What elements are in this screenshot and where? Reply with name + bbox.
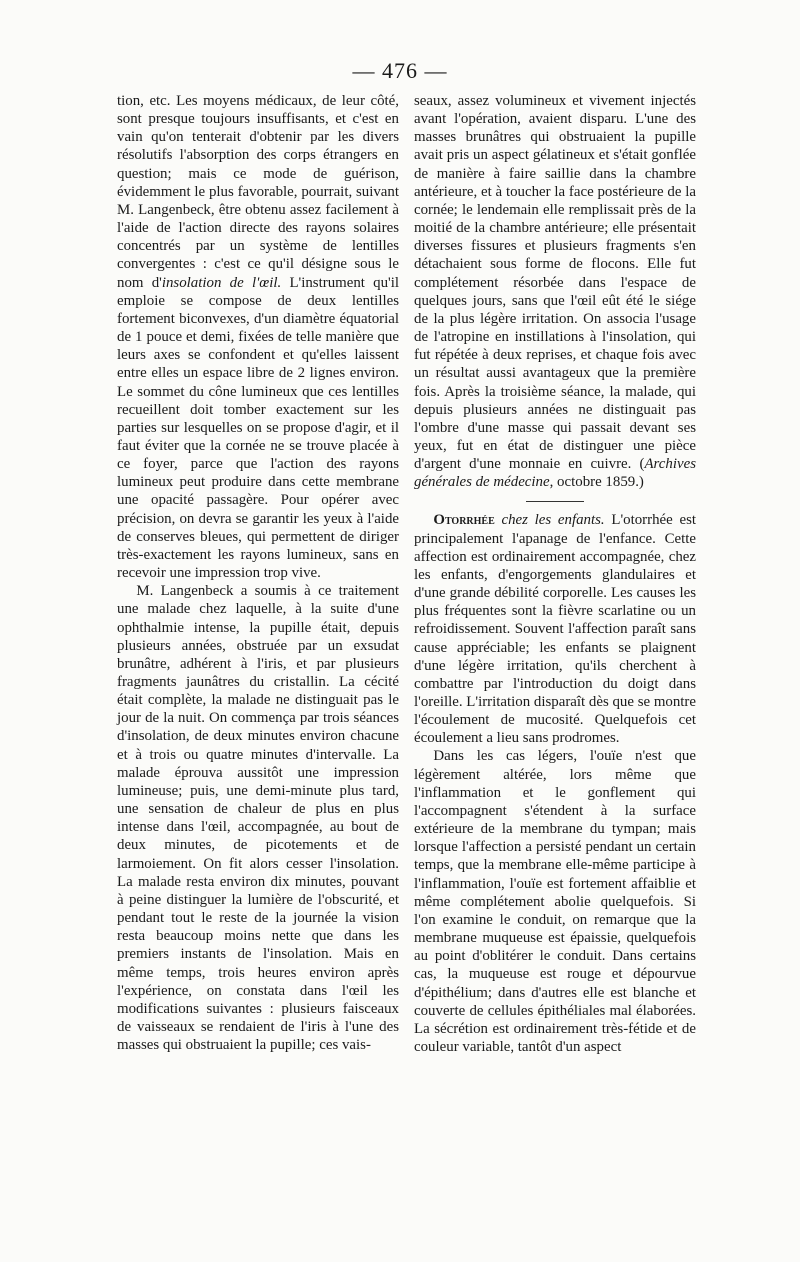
right-p1-text-b: , octobre 1859.) [549,474,644,491]
section-separator [526,501,584,502]
right-p1-text-a: seaux, assez volumineux et vivement injectés avant l'opération, avaient disparu. L'une des masses brunâtres qui obstruaient la pupille avait pris un aspect gélatineux et s'était gonflée de manière à faire saillie dans la chambre antérieure, et à toucher la face postérieure de la cornée; le lendemain elle remplissait près de la moitié de la chambre antérieure; elle présentait diverses fissures et plusieurs fragments s'en détachaient sous forme de flocons. Elle fut complétement résorbée dans l'espace de quelques jours, sans que l'œil eût été le siége de la plus légère irritation. On associa l'usage de l'atropine en instillations à l'insolation, qui fut répétée à deux reprises, et chaque fois avec un résultat aussi avantageux que la première fois. Après la troisième séance, la malade, qui depuis plusieurs années ne distinguait pas l'ombre d'une masse qui passait devant ses yeux, fut en état de distinguer une pièce d'argent d'une monnaie en cuivre. ( [414,93,696,473]
right-paragraph-3: Dans les cas légers, l'ouïe n'est que légèrement altérée, lors même que l'inflammation et le gonflement qui l'accompagnent s'étendent à la surface extérieure de la membrane du tympan; mais lorsque l'affection a persisté pendant un certain temps, que la membrane elle-même participe à l'inflammation, l'ouïe est fortement affaiblie et même complétement abolie quelquefois. Si l'on examine le conduit, on remarque que la membrane muqueuse est épaissie, quelquefois au point d'oblitérer le conduit. Dans certains cas, la muqueuse est rouge et dépourvue d'épithélium; dans d'autres elle est blanche et couverte de cellules épithéliales mal élaborées. La sécrétion est ordinairement très-fétide et de couleur variable, tantôt d'un aspect [414,748,696,1055]
otorrhee-text: L'otorrhée est principalement l'apanage de l'enfance. Cette affection est ordinairement accompagnée, chez les enfants, d'engorgements glandulaires et d'une grande débilité corporelle. Les causes les plus fréquentes sont la fièvre scarlatine ou un refroidissement. Souvent l'affection paraît sans cause appréciable; les enfants se plaignent d'une légère irritation, qu'ils cherchent à combattre par l'introduction du doigt dans l'oreille. L'irritation disparaît dès que se montre l'écoulement de mucosité. Quelquefois cet écoulement a lieu sans prodromes. [414,512,697,747]
right-p1-italic: Archives générales de médecine [414,456,696,491]
otorrhee-paragraph [414,511,696,747]
left-column [117,92,399,1054]
section-heading: Otorrhée [433,512,495,529]
section-heading-italic: chez les enfants. [494,512,605,529]
left-p1-text-b: L'instrument qu'il emploie se compose de deux lentilles fortement biconvexes, d'un diamètre équatorial de 1 pouce et demi, fixées de telle manière que leurs axes se confondent et qu'elles laissent entre elles un espace libre de 2 lignes environ. Le sommet du cône lumineux que ces lentilles recueillent doit tomber exactement sur les parties sur lesquelles on se propose d'agir, et il faut éviter que la cornée ne se trouve placée à ce foyer, parce que l'action des rayons lumineux peut produire dans cette membrane une opacité passagère. Pour opérer avec précision, on devra se garantir les yeux à l'aide de conserves bleues, qui permettent de diriger très-exactement les rayons lumineux, sans en recevoir une impression trop vive. [117,274,399,582]
left-p1-text-a: tion, etc. Les moyens médicaux, de leur côté, sont presque toujours insuffisants, et c'est en vain qu'on tenterait d'obtenir par les divers résolutifs l'absorption des corps étrangers en question; mais ce mode de guérison, évidemment le plus favorable, pourrait, suivant M. Langenbeck, être obtenu assez facilement à l'aide de l'action directe des rayons solaires concentrés par un système de lentilles convergentes : c'est ce qu'il désigne sous le nom d' [117,93,399,291]
right-paragraph-1 [414,92,696,491]
left-paragraph-2: M. Langenbeck a soumis à ce traitement une malade chez laquelle, à la suite d'une ophthalmie intense, la pupille était, depuis plusieurs années, obstruée par un exsudat brunâtre, adhérent à l'iris, et par plusieurs fragments jaunâtres du cristallin. La cécité était complète, la malade ne distinguait pas le jour de la nuit. On commença par trois séances d'insolation, de deux minutes environ chacune et à trois ou quatre minutes d'intervalle. La malade éprouva aussitôt une impression lumineuse; puis, une demi-minute plus tard, une sensation de chaleur de plus en plus intense dans l'œil, accompagnée, au bout de deux minutes, de picotements et de larmoiement. On fit alors cesser l'insolation. La malade resta environ dix minutes, pouvant à peine distinguer la lumière de l'obscurité, et pendant tout le reste de la journée la vision resta beaucoup moins nette que dans les premiers instants de l'insolation. Mais en même temps, trois heures environ après l'expérience, on constata dans l'œil les modifications suivantes : plusieurs faisceaux de vaisseaux se rendaient de l'iris à l'une des masses qui obstruaient la pupille; ces vais- [117,583,399,1054]
right-column [414,92,696,1056]
left-p1-italic: insolation de l'œil. [161,274,282,291]
left-paragraph-1 [117,92,399,582]
page-number: — 476 — [352,58,448,83]
